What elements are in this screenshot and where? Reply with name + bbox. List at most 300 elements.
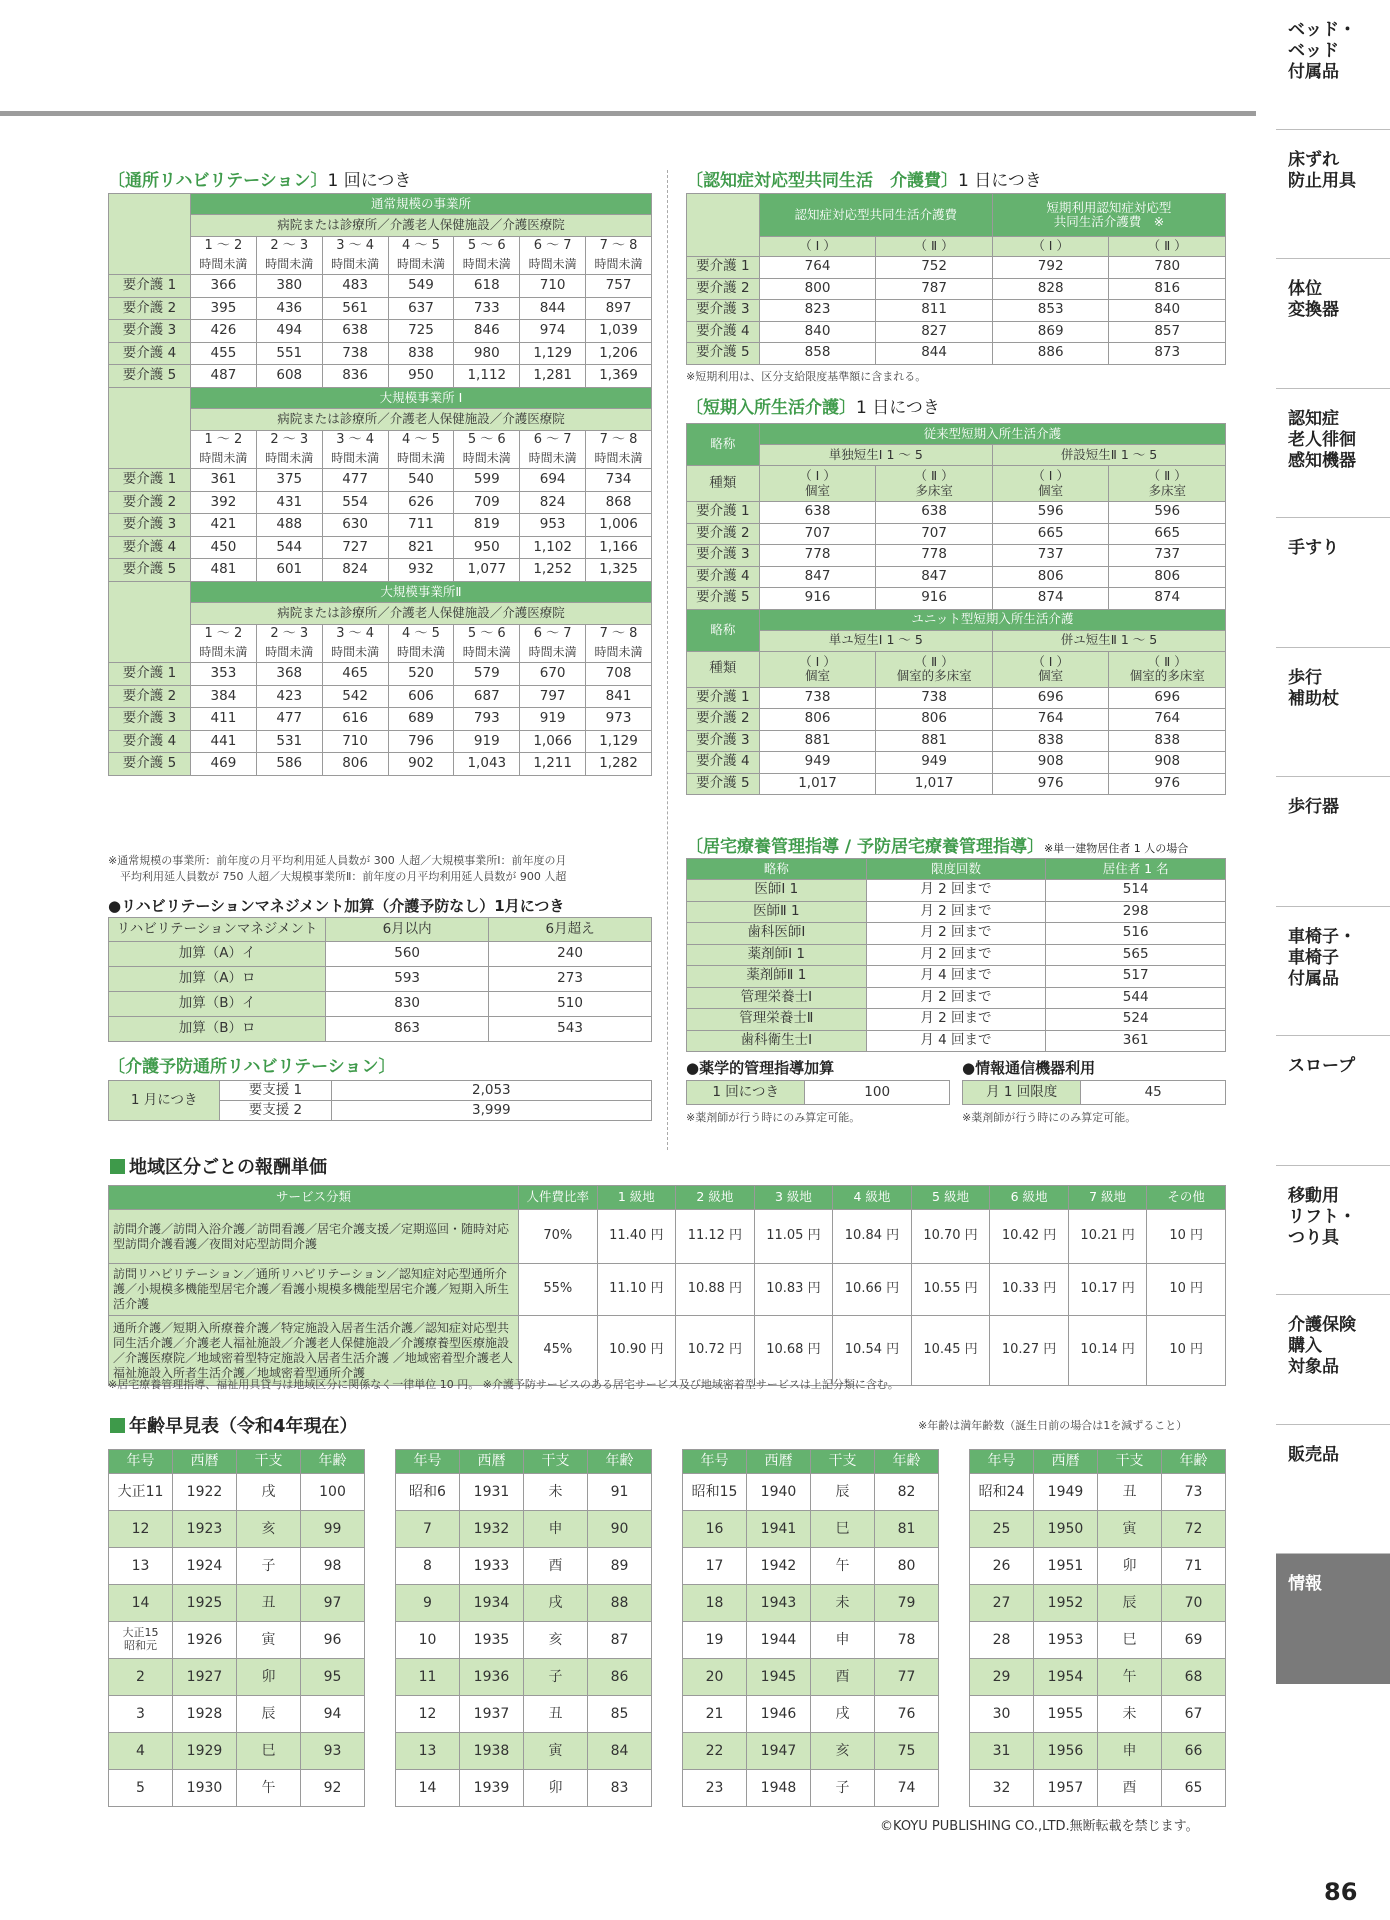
value-cell: 806 <box>992 566 1109 588</box>
value-cell: 411 <box>191 708 257 731</box>
row-label: 医師Ⅰ 1 <box>687 880 867 902</box>
hour-header: 3 ～ 4 <box>322 624 388 643</box>
value-cell: 847 <box>759 566 876 588</box>
hour-header-unit: 時間未満 <box>256 449 322 468</box>
age-cell: 巳 <box>811 1511 875 1548</box>
age-cell: 80 <box>875 1548 939 1585</box>
table-row <box>687 343 1226 365</box>
value-cell: 696 <box>992 687 1109 709</box>
row-label: 管理栄養士Ⅰ <box>687 987 867 1009</box>
hour-header: 5 ～ 6 <box>454 430 520 449</box>
unit-label: 1 月につき <box>109 1081 220 1121</box>
value-cell: 847 <box>876 566 993 588</box>
table-row <box>109 967 652 992</box>
hour-header: 7 ～ 8 <box>586 237 652 256</box>
value-cell: 593 <box>326 967 489 992</box>
table-row <box>109 237 652 256</box>
age-cell: 1939 <box>460 1770 524 1807</box>
table-row <box>109 536 652 559</box>
row-label: 要介護 1 <box>687 257 760 279</box>
sidebar-item[interactable]: 手すり <box>1276 518 1390 648</box>
age-cell: 子 <box>524 1659 588 1696</box>
table-row <box>109 1081 652 1101</box>
age-cell: 1937 <box>460 1696 524 1733</box>
row-label: 要介護 5 <box>109 559 191 582</box>
value-cell: 353 <box>191 662 257 685</box>
age-cell: 10 <box>396 1622 460 1659</box>
value-cell: 710 <box>520 275 586 298</box>
value-cell: 796 <box>388 730 454 753</box>
age-cell: 79 <box>875 1585 939 1622</box>
age-cell: 1948 <box>747 1770 811 1807</box>
sidebar-item[interactable]: 歩行 補助杖 <box>1276 648 1390 778</box>
age-cell: 1944 <box>747 1622 811 1659</box>
table-row <box>970 1696 1226 1733</box>
kyotaku-table <box>686 858 1226 1052</box>
value-cell: 月 2 回まで <box>866 1009 1046 1031</box>
rate-cell: 10.66 円 <box>833 1264 912 1316</box>
age-cell: 昭和6 <box>396 1474 460 1511</box>
value-cell: 514 <box>1046 880 1226 902</box>
ninchi-heading: 〔認知症対応型共同生活 介護費〕1 日につき <box>686 171 1042 191</box>
value-cell: 727 <box>322 536 388 559</box>
age-cell: 1933 <box>460 1548 524 1585</box>
table-row <box>687 880 1226 902</box>
value-cell: 626 <box>388 491 454 514</box>
block-corner <box>109 581 191 662</box>
hour-header: 1 ～ 2 <box>191 624 257 643</box>
value-cell: 561 <box>322 297 388 320</box>
table-row <box>109 194 652 215</box>
hour-header: 6 ～ 7 <box>520 430 586 449</box>
age-cell: 14 <box>109 1585 173 1622</box>
age-cell: 81 <box>875 1511 939 1548</box>
row-label: 要介護 5 <box>109 365 191 388</box>
table-row <box>109 1511 365 1548</box>
age-cell: 子 <box>237 1548 301 1585</box>
chiiki-heading: 地域区分ごとの報酬単価 <box>110 1153 327 1179</box>
table-row <box>109 942 652 967</box>
age-cell: 未 <box>1098 1696 1162 1733</box>
value-cell: 516 <box>1046 923 1226 945</box>
rate-cell: 10 円 <box>1147 1264 1226 1316</box>
age-cell: 17 <box>683 1548 747 1585</box>
table-row <box>970 1585 1226 1622</box>
age-cell: 9 <box>396 1585 460 1622</box>
rate-cell: 10.33 円 <box>990 1264 1069 1316</box>
age-cell: 99 <box>301 1511 365 1548</box>
hour-header-unit: 時間未満 <box>388 643 454 662</box>
type-header: （ Ⅰ ） 個室 <box>759 651 876 687</box>
age-cell: 13 <box>396 1733 460 1770</box>
value-cell: 841 <box>586 685 652 708</box>
group-header: 単ユ短生Ⅰ 1 ～ 5 <box>759 630 992 651</box>
rate-cell: 10.84 円 <box>833 1210 912 1264</box>
facility-header: 病院または診療所／介護老人保健施設／介護医療院 <box>191 408 652 430</box>
table-row <box>687 445 1226 466</box>
value-cell: 542 <box>322 685 388 708</box>
value-cell: 836 <box>322 365 388 388</box>
row-label: 歯科医師Ⅰ <box>687 923 867 945</box>
tsusho-note-2: 平均利用延人員数が 750 人超／大規模事業所Ⅱ：前年度の月平均利用延人員数が 900 人超 <box>120 870 567 883</box>
age-cell: 戌 <box>524 1585 588 1622</box>
table-row <box>687 687 1226 709</box>
table-row <box>687 859 1226 880</box>
row-label: 要介護 1 <box>687 687 760 709</box>
service-category: 通所介護／短期入所療養介護／特定施設入居者生活介護／認知症対応型共同生活介護／介護老人福祉施設／介護老人保健施設／介護療養型医療施設／介護医療院／地域密着型特定施設入居者生活介護 ／地域密着型介護老人福祉施設入所者生活介護／地域密着型通所介護 <box>109 1316 519 1386</box>
table-row <box>396 1659 652 1696</box>
value-cell: 873 <box>1109 343 1226 365</box>
hour-header-unit: 時間未満 <box>256 256 322 275</box>
value-cell: 487 <box>191 365 257 388</box>
hour-header-unit: 時間未満 <box>520 256 586 275</box>
age-cell: 30 <box>970 1696 1034 1733</box>
block-name: 大規模事業所Ⅱ <box>191 581 652 602</box>
copyright: ©KOYU PUBLISHING CO.,LTD.無断転載を禁じます。 <box>880 1819 1199 1834</box>
group-header: 併設短生Ⅱ 1 ～ 5 <box>992 445 1225 466</box>
age-cell: 4 <box>109 1733 173 1770</box>
hour-header: 3 ～ 4 <box>322 430 388 449</box>
header-cell: 干支 <box>524 1450 588 1474</box>
value-cell: 520 <box>388 662 454 685</box>
sidebar-item[interactable]: 車椅子・ 車椅子 付属品 <box>1276 907 1390 1037</box>
age-cell: 1940 <box>747 1474 811 1511</box>
age-cell: 戌 <box>811 1696 875 1733</box>
type-header: （ Ⅱ ） 個室的多床室 <box>1109 651 1226 687</box>
age-cell: 辰 <box>811 1474 875 1511</box>
age-cell: 未 <box>524 1474 588 1511</box>
age-cell: 1931 <box>460 1474 524 1511</box>
age-cell: 92 <box>301 1770 365 1807</box>
age-cell: 1929 <box>173 1733 237 1770</box>
rate-cell: 10.70 円 <box>911 1210 990 1264</box>
age-cell: 86 <box>588 1659 652 1696</box>
row-label: 要介護 4 <box>109 342 191 365</box>
age-cell: 巳 <box>1098 1622 1162 1659</box>
header-cell: 干支 <box>1098 1450 1162 1474</box>
value-cell: 380 <box>256 275 322 298</box>
table-row <box>109 430 652 449</box>
table-row <box>109 408 652 430</box>
row-label: 要介護 5 <box>687 773 760 795</box>
table-row <box>687 966 1226 988</box>
value-cell: 421 <box>191 514 257 537</box>
value-cell: 976 <box>1109 773 1226 795</box>
age-cell: 7 <box>396 1511 460 1548</box>
age-cell: 71 <box>1162 1548 1226 1585</box>
group-header: 併ユ短生Ⅱ 1 ～ 5 <box>992 630 1225 651</box>
value-cell: 601 <box>256 559 322 582</box>
age-cell: 91 <box>588 1474 652 1511</box>
value-cell: 838 <box>388 342 454 365</box>
table-row <box>970 1474 1226 1511</box>
value-cell: 544 <box>1046 987 1226 1009</box>
row-label: 要介護 1 <box>109 468 191 491</box>
value-cell: 月 2 回まで <box>866 987 1046 1009</box>
category-sidebar <box>1276 0 1390 1920</box>
value-cell: 477 <box>256 708 322 731</box>
value-cell: 778 <box>759 545 876 567</box>
sidebar-item[interactable]: 体位 変換器 <box>1276 259 1390 389</box>
age-cell: 69 <box>1162 1622 1226 1659</box>
hour-header-unit: 時間未満 <box>322 256 388 275</box>
header-cell: 年号 <box>970 1450 1034 1474</box>
hour-header: 5 ～ 6 <box>454 624 520 643</box>
value-cell: 844 <box>520 297 586 320</box>
age-cell: 8 <box>396 1548 460 1585</box>
table-row <box>109 581 652 602</box>
value-cell: 1,369 <box>586 365 652 388</box>
rate-cell: 45% <box>519 1316 598 1386</box>
rate-cell: 11.05 円 <box>754 1210 833 1264</box>
table-row <box>109 387 652 408</box>
age-cell: 昭和15 <box>683 1474 747 1511</box>
header-cell: 西暦 <box>173 1450 237 1474</box>
hour-header-unit: 時間未満 <box>586 449 652 468</box>
value-cell: 366 <box>191 275 257 298</box>
table-row <box>683 1474 939 1511</box>
sidebar-item[interactable]: 認知症 老人徘徊 感知機器 <box>1276 389 1390 519</box>
sub-header: （ Ⅰ ） <box>759 237 876 257</box>
table-row <box>109 1622 365 1659</box>
rate-cell: 10.88 円 <box>676 1264 755 1316</box>
value-cell: 368 <box>256 662 322 685</box>
value-cell: 838 <box>1109 730 1226 752</box>
row-label: 加算（A）ロ <box>109 967 326 992</box>
yakugaku-heading: ●薬学的管理指導加算 <box>686 1059 835 1077</box>
value-cell: 874 <box>992 588 1109 610</box>
value-cell: 465 <box>322 662 388 685</box>
value-cell: 797 <box>520 685 586 708</box>
sidebar-item[interactable]: 販売品 <box>1276 1425 1390 1555</box>
value-cell: 916 <box>876 588 993 610</box>
age-cell: 1946 <box>747 1696 811 1733</box>
facility-header: 病院または診療所／介護老人保健施設／介護医療院 <box>191 602 652 624</box>
age-cell: 82 <box>875 1474 939 1511</box>
joho-value: 45 <box>1081 1081 1226 1105</box>
table-row <box>970 1511 1226 1548</box>
value-cell: 902 <box>388 753 454 776</box>
age-cell: 67 <box>1162 1696 1226 1733</box>
table-row <box>687 609 1226 630</box>
age-cell: 12 <box>396 1696 460 1733</box>
value-cell: 1,129 <box>586 730 652 753</box>
age-cell: 1949 <box>1034 1474 1098 1511</box>
rate-cell: 10.21 円 <box>1068 1210 1147 1264</box>
value-cell: 1,112 <box>454 365 520 388</box>
table-row <box>396 1622 652 1659</box>
value-cell: 524 <box>1046 1009 1226 1031</box>
value-cell: 1,206 <box>586 342 652 365</box>
header-cell: 5 級地 <box>911 1186 990 1210</box>
sidebar-item[interactable]: 歩行器 <box>1276 777 1390 907</box>
value-cell: 973 <box>586 708 652 731</box>
value-cell: 1,017 <box>876 773 993 795</box>
value-cell: 764 <box>759 257 876 279</box>
age-cell: 22 <box>683 1733 747 1770</box>
age-cell: 1953 <box>1034 1622 1098 1659</box>
age-cell: 卯 <box>1098 1548 1162 1585</box>
value-cell: 953 <box>520 514 586 537</box>
value-cell: 3,999 <box>331 1101 651 1121</box>
sidebar-item[interactable]: ベッド・ ベッド 付属品 <box>1276 0 1390 130</box>
value-cell: 477 <box>322 468 388 491</box>
sub-header: （ Ⅱ ） <box>876 237 993 257</box>
value-cell: 1,129 <box>520 342 586 365</box>
header-cell: 年号 <box>396 1450 460 1474</box>
table-row <box>687 566 1226 588</box>
value-cell: 384 <box>191 685 257 708</box>
sidebar-item[interactable]: スロープ <box>1276 1036 1390 1166</box>
value-cell: 579 <box>454 662 520 685</box>
table-row <box>109 1264 1226 1316</box>
table-row <box>109 1017 652 1042</box>
age-cell: 1927 <box>173 1659 237 1696</box>
header-cell: 限度回数 <box>866 859 1046 880</box>
hour-header: 1 ～ 2 <box>191 237 257 256</box>
header-cell: 年号 <box>683 1450 747 1474</box>
row-label: 要介護 5 <box>109 753 191 776</box>
header-cell: 居住者 1 名 <box>1046 859 1226 880</box>
sidebar-item[interactable]: 移動用 リフト・ つり具 <box>1276 1166 1390 1296</box>
value-cell: 494 <box>256 320 322 343</box>
row-label: 要介護 2 <box>109 685 191 708</box>
age-cell: 77 <box>875 1659 939 1696</box>
table-row <box>687 1009 1226 1031</box>
value-cell: 696 <box>1109 687 1226 709</box>
row-label: 要介護 1 <box>109 275 191 298</box>
age-cell: 23 <box>683 1770 747 1807</box>
value-cell: 596 <box>1109 502 1226 524</box>
row-label: 要介護 3 <box>109 708 191 731</box>
row-label: 要介護 2 <box>109 491 191 514</box>
age-cell: 32 <box>970 1770 1034 1807</box>
age-cell: 1957 <box>1034 1770 1098 1807</box>
age-cell: 1932 <box>460 1511 524 1548</box>
age-table <box>969 1449 1226 1807</box>
header-cell: 西暦 <box>460 1450 524 1474</box>
sidebar-item[interactable]: 床ずれ 防止用具 <box>1276 130 1390 260</box>
value-cell: 828 <box>992 278 1109 300</box>
age-cell: 1947 <box>747 1733 811 1770</box>
value-cell: 1,102 <box>520 536 586 559</box>
value-cell: 455 <box>191 342 257 365</box>
value-cell: 540 <box>388 468 454 491</box>
header-cell: 年齢 <box>875 1450 939 1474</box>
row-label: 要介護 5 <box>687 588 760 610</box>
table-row <box>109 297 652 320</box>
header-cell: 干支 <box>811 1450 875 1474</box>
value-cell: 638 <box>759 502 876 524</box>
block-name: 従来型短期入所生活介護 <box>759 424 1225 445</box>
rehab-table <box>108 917 652 1042</box>
value-cell: 908 <box>1109 752 1226 774</box>
table-row <box>687 424 1226 445</box>
value-cell: 752 <box>876 257 993 279</box>
row-label: 加算（B）イ <box>109 992 326 1017</box>
age-cell: 1930 <box>173 1770 237 1807</box>
row-label: 歯科衛生士Ⅰ <box>687 1030 867 1052</box>
value-cell: 919 <box>520 708 586 731</box>
value-cell: 638 <box>322 320 388 343</box>
age-cell: 16 <box>683 1511 747 1548</box>
row-label: 要介護 3 <box>109 514 191 537</box>
value-cell: 881 <box>759 730 876 752</box>
value-cell: 874 <box>1109 588 1226 610</box>
value-cell: 689 <box>388 708 454 731</box>
age-cell: 72 <box>1162 1511 1226 1548</box>
table-row <box>109 559 652 582</box>
age-cell: 1928 <box>173 1696 237 1733</box>
value-cell: 868 <box>586 491 652 514</box>
table-row <box>396 1474 652 1511</box>
value-cell: 240 <box>489 942 652 967</box>
row-label: 要介護 4 <box>687 752 760 774</box>
value-cell: 1,211 <box>520 753 586 776</box>
sub-header: （ Ⅰ ） <box>992 237 1109 257</box>
age-cell: 辰 <box>1098 1585 1162 1622</box>
value-cell: 392 <box>191 491 257 514</box>
hour-header: 7 ～ 8 <box>586 430 652 449</box>
age-cell: 3 <box>109 1696 173 1733</box>
header-cell: 短期利用認知症対応型 共同生活介護費 ※ <box>992 194 1225 237</box>
hour-header: 6 ～ 7 <box>520 237 586 256</box>
age-cell: 73 <box>1162 1474 1226 1511</box>
value-cell: 273 <box>489 967 652 992</box>
table-row <box>683 1548 939 1585</box>
value-cell: 544 <box>256 536 322 559</box>
table-row <box>687 588 1226 610</box>
age-cell: 寅 <box>1098 1511 1162 1548</box>
table-row <box>109 1474 365 1511</box>
age-cell: 大正15 昭和元 <box>109 1622 173 1659</box>
age-cell: 1950 <box>1034 1511 1098 1548</box>
sidebar-item[interactable]: 情報 <box>1276 1554 1390 1684</box>
rate-cell: 10.83 円 <box>754 1264 833 1316</box>
row-label: 医師Ⅱ 1 <box>687 901 867 923</box>
value-cell: 608 <box>256 365 322 388</box>
value-cell: 800 <box>759 278 876 300</box>
value-cell: 616 <box>322 708 388 731</box>
table-row <box>683 1511 939 1548</box>
age-cell: 78 <box>875 1622 939 1659</box>
age-cell: 65 <box>1162 1770 1226 1807</box>
age-cell: 29 <box>970 1659 1034 1696</box>
table-row <box>683 1585 939 1622</box>
age-cell: 卯 <box>237 1659 301 1696</box>
row-label: 要介護 2 <box>109 297 191 320</box>
block-name: 通常規模の事業所 <box>191 194 652 215</box>
value-cell: 738 <box>876 687 993 709</box>
value-cell: 2,053 <box>331 1081 651 1101</box>
value-cell: 863 <box>326 1017 489 1042</box>
top-rule <box>0 111 1256 116</box>
table-row <box>687 709 1226 731</box>
age-cell: 18 <box>683 1585 747 1622</box>
table-row <box>687 545 1226 567</box>
value-cell: 806 <box>322 753 388 776</box>
hour-header: 2 ～ 3 <box>256 237 322 256</box>
table-row <box>687 651 1226 687</box>
table-row <box>109 1316 1226 1386</box>
age-cell: 21 <box>683 1696 747 1733</box>
sidebar-item[interactable]: 介護保険 購入 対象品 <box>1276 1295 1390 1425</box>
table-row <box>109 685 652 708</box>
table-row <box>687 194 1226 237</box>
value-cell: 月 2 回まで <box>866 944 1046 966</box>
yakugaku-value: 100 <box>805 1081 950 1105</box>
hour-header-unit: 時間未満 <box>388 449 454 468</box>
